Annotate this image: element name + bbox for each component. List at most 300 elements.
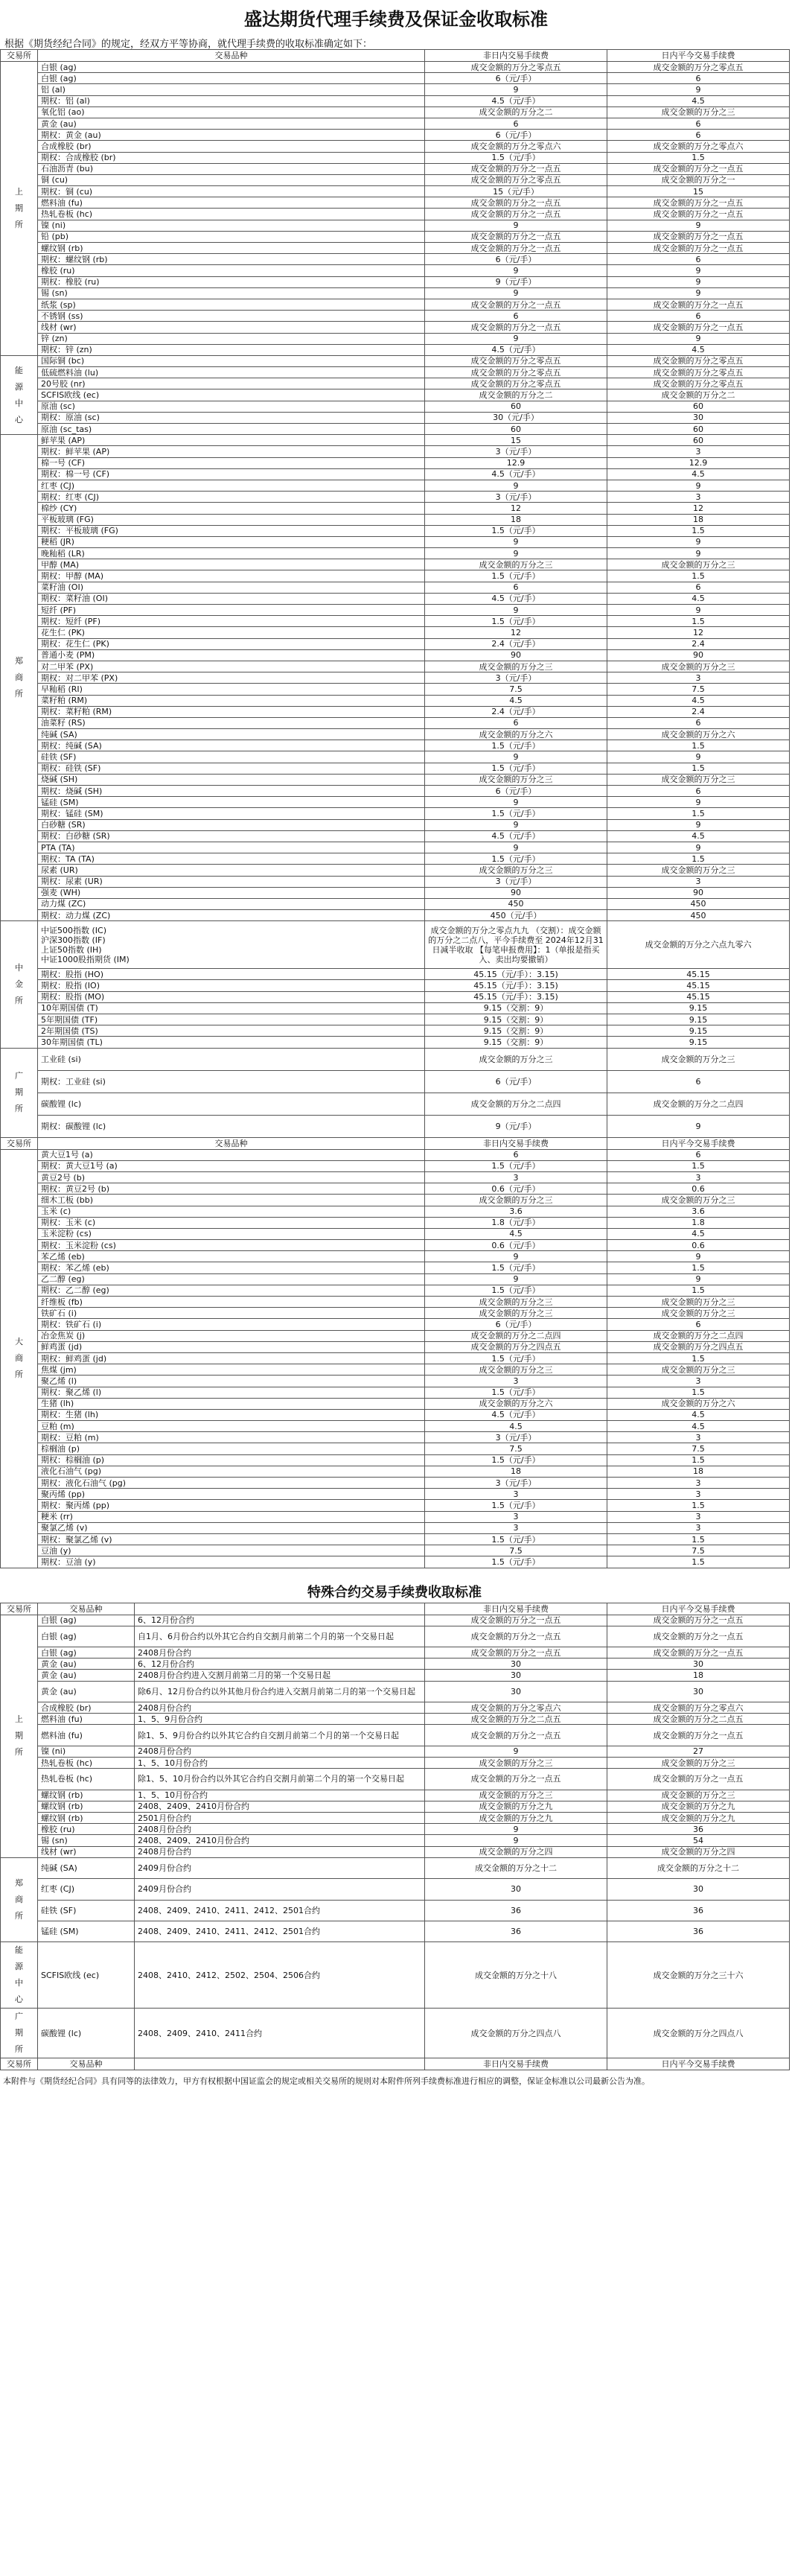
fee-cell: 9 xyxy=(425,1251,607,1262)
table-row xyxy=(1,1398,790,1409)
fee-cell: 成交金额的万分之零点六 xyxy=(425,1702,607,1714)
product-cell: 焦煤 (jm) xyxy=(38,1364,425,1376)
product-cell: 国际铜 (bc) xyxy=(38,355,425,366)
table-row xyxy=(1,503,790,514)
fee-cell: 9（元/手） xyxy=(425,1115,607,1137)
product-cell: 期权：铁矿石 (i) xyxy=(38,1319,425,1330)
header-cell: 交易品种 xyxy=(38,50,425,62)
intraday-fee-cell: 成交金额的万分之零点五 xyxy=(607,367,790,378)
table-row xyxy=(1,684,790,695)
product-cell: 期权：菜籽粕 (RM) xyxy=(38,706,425,717)
table-row xyxy=(1,220,790,231)
product-cell: 低硫燃料油 (lu) xyxy=(38,367,425,378)
fee-cell: 成交金额的万分之零点五 xyxy=(425,174,607,185)
intraday-fee-cell: 9 xyxy=(607,276,790,287)
intraday-fee-cell: 成交金额的万分之一点五 xyxy=(607,299,790,310)
fee-cell: 450 xyxy=(425,898,607,909)
product-cell: 冶金焦炭 (j) xyxy=(38,1330,425,1341)
fee-cell: 9 xyxy=(425,797,607,808)
fee-cell: 2.4（元/手） xyxy=(425,706,607,717)
intraday-fee-cell: 1.5 xyxy=(607,152,790,163)
product-cell: 锌 (zn) xyxy=(38,333,425,344)
table-row xyxy=(1,1149,790,1160)
fee-cell: 3.6 xyxy=(425,1206,607,1217)
intraday-fee-cell: 9.15 xyxy=(607,1014,790,1025)
special-table-row xyxy=(1,1615,790,1626)
fee-cell: 4.5（元/手） xyxy=(425,468,607,480)
contract-cell: 2408月份合约 xyxy=(135,1846,425,1857)
table-row xyxy=(1,1206,790,1217)
intraday-fee-cell: 4.5 xyxy=(607,468,790,480)
fee-cell: 成交金额的万分之三 xyxy=(425,1308,607,1319)
exchange-cell: 郑 商 所 xyxy=(1,1857,38,1942)
product-cell: 期权：生猪 (lh) xyxy=(38,1409,425,1420)
intraday-fee-cell: 3 xyxy=(607,876,790,887)
fee-cell: 9 xyxy=(425,1746,607,1757)
intraday-fee-cell: 9 xyxy=(607,1273,790,1285)
product-cell: 硅铁 (SF) xyxy=(38,751,425,763)
product-cell: 锡 (sn) xyxy=(38,1835,135,1846)
intraday-fee-cell: 1.5 xyxy=(607,1387,790,1398)
table-row xyxy=(1,1432,790,1443)
exchange-cell: 广 期 所 xyxy=(1,2009,38,2058)
table-row xyxy=(1,819,790,830)
fee-cell: 30 xyxy=(425,1681,607,1702)
fee-cell: 9 xyxy=(425,1273,607,1285)
table-row xyxy=(1,1285,790,1296)
fee-cell: 9 xyxy=(425,842,607,853)
intraday-fee-cell: 成交金额的万分之一点五 xyxy=(607,163,790,174)
exchange-cell: 能 源 中 心 xyxy=(1,1942,38,2009)
intraday-fee-cell: 9.15 xyxy=(607,1025,790,1037)
intraday-fee-cell: 1.8 xyxy=(607,1217,790,1228)
intraday-fee-cell: 12 xyxy=(607,503,790,514)
fee-table xyxy=(0,49,790,1568)
fee-cell: 1.5（元/手） xyxy=(425,570,607,582)
contract-cell: 自1月、6月份合约以外其它合约自交割月前第二个月的第一个交易日起 xyxy=(135,1626,425,1647)
product-cell: 短纤 (PF) xyxy=(38,605,425,616)
fee-cell: 60 xyxy=(425,401,607,412)
fee-cell: 1.5（元/手） xyxy=(425,1387,607,1398)
fee-cell: 4.5 xyxy=(425,1421,607,1432)
table-row xyxy=(1,1421,790,1432)
table-row xyxy=(1,969,790,980)
table-row xyxy=(1,740,790,751)
intraday-fee-cell: 成交金额的万分之一点五 xyxy=(607,1647,790,1659)
product-cell: 10年期国债 (T) xyxy=(38,1002,425,1014)
table-row xyxy=(1,1364,790,1376)
table-row xyxy=(1,842,790,853)
fee-cell: 成交金额的万分之三 xyxy=(425,1758,607,1769)
contract-cell: 6、12月份合约 xyxy=(135,1659,425,1670)
product-cell: PTA (TA) xyxy=(38,842,425,853)
table-row xyxy=(1,797,790,808)
product-cell: 镍 (ni) xyxy=(38,1746,135,1757)
product-cell: 平板玻璃 (FG) xyxy=(38,514,425,525)
product-cell: 期权：豆粕 (m) xyxy=(38,1432,425,1443)
product-cell: 甲醇 (MA) xyxy=(38,559,425,570)
intraday-fee-cell: 9 xyxy=(607,220,790,231)
product-cell: 期权：白砂糖 (SR) xyxy=(38,830,425,842)
fee-cell: 30 xyxy=(425,1659,607,1670)
intraday-fee-cell: 9 xyxy=(607,480,790,491)
fee-cell: 6（元/手） xyxy=(425,130,607,141)
fee-cell: 成交金额的万分之一点五 xyxy=(425,299,607,310)
special-table-row xyxy=(1,1942,790,2009)
special-table-row xyxy=(1,1626,790,1647)
fee-cell: 4.5（元/手） xyxy=(425,344,607,355)
fee-cell: 成交金额的万分之零点五 xyxy=(425,62,607,73)
fee-cell: 成交金额的万分之一点五 xyxy=(425,209,607,220)
product-cell: 苯乙烯 (eb) xyxy=(38,1251,425,1262)
intraday-fee-cell: 6 xyxy=(607,1149,790,1160)
header-cell: 交易品种 xyxy=(38,1137,425,1149)
fee-cell: 1.5（元/手） xyxy=(425,740,607,751)
fee-cell: 1.5（元/手） xyxy=(425,763,607,774)
fee-cell: 9.15（交割：9） xyxy=(425,1037,607,1048)
fee-cell: 9 xyxy=(425,220,607,231)
fee-cell: 6（元/手） xyxy=(425,1070,607,1093)
table-row xyxy=(1,106,790,118)
section-gap xyxy=(0,1568,789,1579)
fee-cell: 成交金额的万分之一点五 xyxy=(425,197,607,209)
fee-cell: 1.5（元/手） xyxy=(425,1556,607,1568)
table-row xyxy=(1,1352,790,1364)
table-row xyxy=(1,333,790,344)
intraday-fee-cell: 12 xyxy=(607,627,790,638)
intraday-fee-cell: 450 xyxy=(607,910,790,921)
intraday-fee-cell: 成交金额的万分之零点六 xyxy=(607,141,790,152)
product-cell: 期权：液化石油气 (pg) xyxy=(38,1478,425,1489)
product-cell: 期权：硅铁 (SF) xyxy=(38,763,425,774)
table-row xyxy=(1,774,790,785)
product-cell: 期权：聚乙烯 (l) xyxy=(38,1387,425,1398)
intraday-fee-cell: 7.5 xyxy=(607,684,790,695)
header-cell: 日内平今交易手续费 xyxy=(607,50,790,62)
contract-cell: 1、5、9月份合约 xyxy=(135,1714,425,1725)
intraday-fee-cell: 9 xyxy=(607,1251,790,1262)
fee-cell: 9 xyxy=(425,265,607,276)
table-row xyxy=(1,1443,790,1454)
header-cell xyxy=(135,1603,425,1615)
product-cell: 线材 (wr) xyxy=(38,1846,135,1857)
fee-cell: 成交金额的万分之零点五 xyxy=(425,355,607,366)
product-cell: 燃料油 (fu) xyxy=(38,1714,135,1725)
intraday-fee-cell: 成交金额的万分之六 xyxy=(607,1398,790,1409)
contract-cell: 1、5、10月份合约 xyxy=(135,1758,425,1769)
table-row xyxy=(1,1533,790,1545)
product-cell: 黄金 (au) xyxy=(38,1681,135,1702)
intraday-fee-cell: 4.5 xyxy=(607,593,790,604)
product-cell: 期权：原油 (sc) xyxy=(38,412,425,423)
intraday-fee-cell: 成交金额的万分之零点六 xyxy=(607,1702,790,1714)
fee-cell: 成交金额的万分之一点五 xyxy=(425,1725,607,1746)
intraday-fee-cell: 成交金额的万分之九 xyxy=(607,1813,790,1824)
fee-cell: 4.5（元/手） xyxy=(425,830,607,842)
intraday-fee-cell: 60 xyxy=(607,424,790,435)
intraday-fee-cell: 3 xyxy=(607,672,790,684)
product-cell: 螺纹钢 (rb) xyxy=(38,243,425,254)
product-cell: 期权：橡胶 (ru) xyxy=(38,276,425,287)
table-row xyxy=(1,1014,790,1025)
intraday-fee-cell: 成交金额的万分之一点五 xyxy=(607,209,790,220)
product-cell: 聚乙烯 (l) xyxy=(38,1376,425,1387)
fee-cell: 3 xyxy=(425,1489,607,1500)
fee-cell: 6 xyxy=(425,311,607,322)
fee-cell: 成交金额的万分之二 xyxy=(425,389,607,401)
intraday-fee-cell: 成交金额的万分之零点五 xyxy=(607,378,790,389)
contract-cell: 2408、2409、2410、2411、2412、2501合约 xyxy=(135,1921,425,1941)
contract-cell: 2408月份合约进入交割月前第二月的第一个交易日起 xyxy=(135,1670,425,1681)
fee-cell: 4.5 xyxy=(425,1228,607,1239)
table-row xyxy=(1,492,790,503)
fee-cell: 60 xyxy=(425,424,607,435)
fee-cell: 9 xyxy=(425,548,607,559)
special-table-header xyxy=(1,1603,790,1615)
table-row xyxy=(1,141,790,152)
product-cell: 20号胶 (nr) xyxy=(38,378,425,389)
table-row xyxy=(1,1409,790,1420)
product-cell: 烧碱 (SH) xyxy=(38,774,425,785)
fee-cell: 4.5（元/手） xyxy=(425,95,607,106)
intraday-fee-cell: 9 xyxy=(607,819,790,830)
fee-cell: 9 xyxy=(425,751,607,763)
table-row xyxy=(1,1556,790,1568)
contract-cell: 2408月份合约 xyxy=(135,1702,425,1714)
fee-cell: 36 xyxy=(425,1900,607,1921)
table-row xyxy=(1,717,790,728)
fee-cell: 成交金额的万分之九 xyxy=(425,1813,607,1824)
fee-cell: 9 xyxy=(425,605,607,616)
product-cell: 螺纹钢 (rb) xyxy=(38,1790,135,1801)
fee-cell: 1.5（元/手） xyxy=(425,1454,607,1466)
table-row xyxy=(1,311,790,322)
product-cell: 原油 (sc_tas) xyxy=(38,424,425,435)
contract-cell: 2409月份合约 xyxy=(135,1857,425,1878)
product-cell: 工业硅 (si) xyxy=(38,1048,425,1070)
fee-cell: 6 xyxy=(425,717,607,728)
header-cell: 交易所 xyxy=(1,2058,38,2070)
product-cell: 期权：黄金 (au) xyxy=(38,130,425,141)
fee-cell: 1.5（元/手） xyxy=(425,1500,607,1511)
product-cell: 液化石油气 (pg) xyxy=(38,1466,425,1477)
special-section-title: 特殊合约交易手续费收取标准 xyxy=(307,1584,482,1600)
table-row xyxy=(1,853,790,865)
intraday-fee-cell: 90 xyxy=(607,649,790,661)
table-row xyxy=(1,1195,790,1206)
table-row xyxy=(1,830,790,842)
table-row xyxy=(1,1115,790,1137)
intraday-fee-cell: 18 xyxy=(607,1466,790,1477)
fee-cell: 3 xyxy=(425,1376,607,1387)
product-cell: 橡胶 (ru) xyxy=(38,265,425,276)
fee-cell: 成交金额的万分之四 xyxy=(425,1846,607,1857)
product-cell: 线材 (wr) xyxy=(38,322,425,333)
special-table-row xyxy=(1,1746,790,1757)
product-cell: 红枣 (CJ) xyxy=(38,480,425,491)
contract-cell: 2408、2409、2410、2411合约 xyxy=(135,2009,425,2058)
table-row xyxy=(1,62,790,73)
table-row xyxy=(1,1251,790,1262)
product-cell: 期权：工业硅 (si) xyxy=(38,1070,425,1093)
product-cell: 黄金 (au) xyxy=(38,118,425,129)
fee-cell: 1.5（元/手） xyxy=(425,1285,607,1296)
product-cell: 晚籼稻 (LR) xyxy=(38,548,425,559)
product-cell: 期权：动力煤 (ZC) xyxy=(38,910,425,921)
intraday-fee-cell: 3 xyxy=(607,1478,790,1489)
fee-cell: 4.5（元/手） xyxy=(425,1409,607,1420)
contract-cell: 2501月份合约 xyxy=(135,1813,425,1824)
intraday-fee-cell: 4.5 xyxy=(607,344,790,355)
intraday-fee-cell: 1.5 xyxy=(607,1556,790,1568)
intraday-fee-cell: 9 xyxy=(607,842,790,853)
product-cell: 30年期国债 (TL) xyxy=(38,1037,425,1048)
fee-cell: 3 xyxy=(425,1522,607,1533)
contract-cell: 2408、2410、2412、2502、2504、2506合约 xyxy=(135,1942,425,2009)
product-cell: 期权：股指 (HO) xyxy=(38,969,425,980)
product-cell: 聚丙烯 (pp) xyxy=(38,1489,425,1500)
header-cell: 日内平今交易手续费 xyxy=(607,1137,790,1149)
header-cell: 非日内交易手续费 xyxy=(425,1137,607,1149)
header-cell: 交易品种 xyxy=(38,1603,135,1615)
table-row xyxy=(1,276,790,287)
intraday-fee-cell: 9 xyxy=(607,84,790,95)
intraday-fee-cell: 60 xyxy=(607,435,790,446)
intraday-fee-cell: 成交金额的万分之零点五 xyxy=(607,355,790,366)
fee-cell: 1.5（元/手） xyxy=(425,853,607,865)
table-row xyxy=(1,1183,790,1195)
fee-cell: 3（元/手） xyxy=(425,876,607,887)
special-table-row xyxy=(1,2009,790,2058)
product-cell: 白银 (ag) xyxy=(38,1626,135,1647)
fee-cell: 成交金额的万分之一点五 xyxy=(425,163,607,174)
table-row xyxy=(1,412,790,423)
table-row xyxy=(1,661,790,672)
table-row xyxy=(1,1171,790,1183)
fee-cell: 成交金额的万分之三 xyxy=(425,1048,607,1070)
contract-cell: 2408、2409、2410月份合约 xyxy=(135,1801,425,1812)
special-table-row xyxy=(1,1702,790,1714)
table-row xyxy=(1,751,790,763)
product-cell: 硅铁 (SF) xyxy=(38,1900,135,1921)
contract-cell: 除6月、12月份合约以外其他月份合约进入交割月前第二月的第一个交易日起 xyxy=(135,1681,425,1702)
table-row xyxy=(1,73,790,84)
product-cell: 白银 (ag) xyxy=(38,1647,135,1659)
table-row xyxy=(1,1308,790,1319)
header-cell xyxy=(135,2058,425,2070)
fee-cell: 18 xyxy=(425,514,607,525)
table-row xyxy=(1,367,790,378)
table-row xyxy=(1,457,790,468)
intraday-fee-cell: 90 xyxy=(607,887,790,898)
intraday-fee-cell: 9 xyxy=(607,751,790,763)
fee-cell: 7.5 xyxy=(425,1545,607,1556)
intraday-fee-cell: 3 xyxy=(607,1511,790,1522)
product-cell: 纯碱 (SA) xyxy=(38,729,425,740)
table-row xyxy=(1,355,790,366)
product-cell: 早籼稻 (RI) xyxy=(38,684,425,695)
intraday-fee-cell: 7.5 xyxy=(607,1545,790,1556)
table-row xyxy=(1,378,790,389)
fee-cell: 成交金额的万分之一点五 xyxy=(425,231,607,242)
fee-cell: 15 xyxy=(425,435,607,446)
table-row xyxy=(1,424,790,435)
page-title: 盛达期货代理手续费及保证金收取标准 xyxy=(244,8,548,30)
table-row xyxy=(1,1160,790,1171)
intraday-fee-cell: 45.15 xyxy=(607,969,790,980)
product-cell: 期权：TA (TA) xyxy=(38,853,425,865)
product-cell: 黄金 (au) xyxy=(38,1670,135,1681)
intraday-fee-cell: 成交金额的万分之一点五 xyxy=(607,1615,790,1626)
intraday-fee-cell: 9 xyxy=(607,797,790,808)
special-table-row xyxy=(1,1813,790,1824)
intraday-fee-cell: 6 xyxy=(607,1070,790,1093)
special-table-row xyxy=(1,1846,790,1857)
table-row xyxy=(1,1387,790,1398)
product-cell: 期权：甲醇 (MA) xyxy=(38,570,425,582)
fee-cell: 1.5（元/手） xyxy=(425,616,607,627)
intraday-fee-cell: 45.15 xyxy=(607,991,790,1002)
intraday-fee-cell: 45.15 xyxy=(607,980,790,991)
fee-cell: 9（元/手） xyxy=(425,276,607,287)
table-row xyxy=(1,1545,790,1556)
table-row xyxy=(1,593,790,604)
special-table-row xyxy=(1,1857,790,1878)
fee-cell: 1.5（元/手） xyxy=(425,1352,607,1364)
product-cell: 热轧卷板 (hc) xyxy=(38,1769,135,1790)
fee-cell: 成交金额的万分之三 xyxy=(425,661,607,672)
product-cell: 期权：碳酸锂 (lc) xyxy=(38,1115,425,1137)
table-row xyxy=(1,130,790,141)
header-cell: 非日内交易手续费 xyxy=(425,2058,607,2070)
fee-cell: 7.5 xyxy=(425,684,607,695)
intraday-fee-cell: 3 xyxy=(607,1522,790,1533)
table-row xyxy=(1,322,790,333)
fee-cell: 6 xyxy=(425,582,607,593)
intraday-fee-cell: 成交金额的万分之三 xyxy=(607,661,790,672)
fee-cell: 0.6（元/手） xyxy=(425,1240,607,1251)
table-row xyxy=(1,389,790,401)
fee-cell: 成交金额的万分之零点五 xyxy=(425,367,607,378)
intraday-fee-cell: 4.5 xyxy=(607,1409,790,1420)
fee-cell: 成交金额的万分之零点六 xyxy=(425,141,607,152)
table-row xyxy=(1,265,790,276)
table-row xyxy=(1,649,790,661)
intraday-fee-cell: 4.5 xyxy=(607,95,790,106)
product-cell: 豆油 (y) xyxy=(38,1545,425,1556)
intraday-fee-cell: 1.5 xyxy=(607,525,790,536)
intraday-fee-cell: 3 xyxy=(607,1171,790,1183)
table-row xyxy=(1,480,790,491)
fee-cell: 9 xyxy=(425,287,607,299)
product-cell: 石油沥青 (bu) xyxy=(38,163,425,174)
special-table-row xyxy=(1,1670,790,1681)
fee-cell: 成交金额的万分之四点八 xyxy=(425,2009,607,2058)
product-cell: 期权：股指 (IO) xyxy=(38,980,425,991)
table-row xyxy=(1,706,790,717)
special-table-row xyxy=(1,1790,790,1801)
product-cell: 鲜苹果 (AP) xyxy=(38,435,425,446)
fee-cell: 9.15（交割：9） xyxy=(425,1025,607,1037)
bottom-table-header xyxy=(1,2058,790,2070)
fee-cell: 成交金额的万分之三 xyxy=(425,774,607,785)
table-row xyxy=(1,95,790,106)
special-fee-table xyxy=(0,1603,790,2071)
fee-cell: 成交金额的万分之一点五 xyxy=(425,1647,607,1659)
product-cell: 红枣 (CJ) xyxy=(38,1879,135,1900)
intraday-fee-cell: 成交金额的万分之三 xyxy=(607,1308,790,1319)
intraday-fee-cell: 30 xyxy=(607,1681,790,1702)
